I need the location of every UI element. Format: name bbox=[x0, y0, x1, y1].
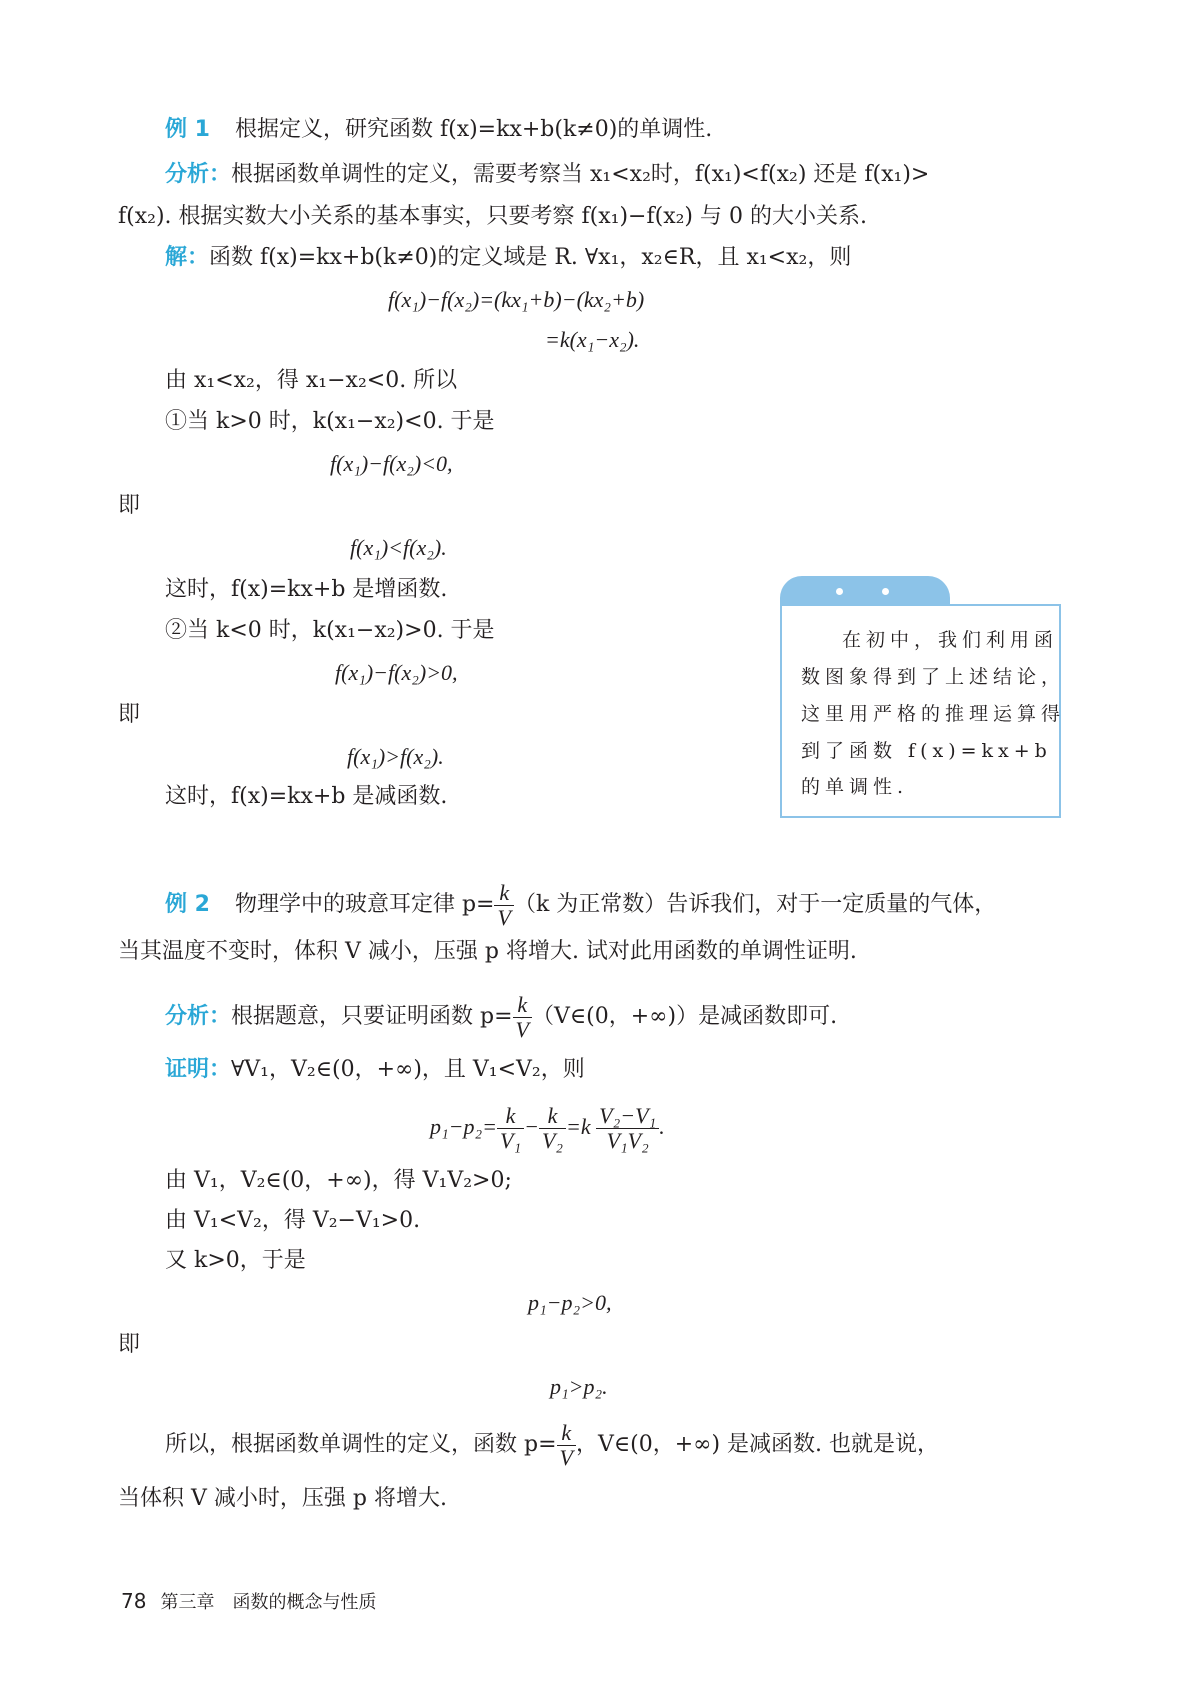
proof-line-d: 又 k>0，于是 bbox=[165, 1248, 306, 1273]
example-1-title: 根据定义，研究函数 f(x)=kx+b(k≠0)的单调性. bbox=[234, 117, 713, 142]
side-note bbox=[780, 604, 1066, 818]
example-1-label: 例 1 bbox=[165, 117, 210, 142]
example-2-title-post: （k 为正常数）告诉我们，对于一定质量的气体， bbox=[513, 892, 997, 917]
side-note-tab bbox=[780, 576, 950, 606]
fraction-k-over-v: $\frac{k}{V}$ bbox=[494, 881, 513, 930]
note-line-2: 数图象得到了上述结论， bbox=[801, 666, 1066, 688]
conclusion-line bbox=[165, 1418, 939, 1472]
conclusion-line-2: 当体积 V 减小时，压强 p 将增大. bbox=[118, 1486, 447, 1511]
example-1-solution bbox=[165, 243, 851, 273]
analysis-text-1: 根据函数单调性的定义，需要考察当 x₁<x₂时，f(x₁)<f(x₂) 还是 f(x₁)> bbox=[231, 162, 930, 187]
proof-label: 证明： bbox=[165, 1057, 232, 1082]
fraction-k-over-v2: $\frac{k}{\text{V₂}}$ bbox=[539, 1104, 566, 1153]
note-line-4: 到了函数 f(x)=kx+b bbox=[801, 740, 1052, 762]
example-2-proof bbox=[165, 1055, 585, 1085]
case-2-equation-1: f(x₁)−f(x₂)>0, bbox=[335, 660, 458, 685]
example-2-label: 例 2 bbox=[165, 892, 210, 917]
proof-equation-4: p₁>p₂. bbox=[550, 1374, 608, 1399]
fraction-k-over-v: $\frac{k}{V}$ bbox=[557, 1421, 576, 1470]
ji-label-1: 即 bbox=[118, 493, 141, 518]
case-1-equation-2: f(x₁)<f(x₂). bbox=[350, 535, 447, 560]
case-1-equation-1: f(x₁)−f(x₂)<0, bbox=[330, 451, 453, 476]
proof-text-1: ∀V₁，V₂∈(0，+∞)，且 V₁<V₂，则 bbox=[231, 1057, 585, 1082]
example-2-analysis bbox=[165, 990, 837, 1044]
example-1-heading bbox=[165, 115, 712, 145]
page-footer bbox=[121, 1588, 376, 1614]
ji-label-2: 即 bbox=[118, 702, 141, 727]
fraction-difference: $\frac{\text{V₂−V₁}}{\text{V₁V₂}}$ bbox=[596, 1104, 659, 1153]
solution-text-1: 函数 f(x)=kx+b(k≠0)的定义域是 R. ∀x₁，x₂∈R，且 x₁<x₂，则 bbox=[209, 245, 852, 270]
solution-label: 解： bbox=[165, 245, 210, 270]
example-2-title-pre: 物理学中的玻意耳定律 p= bbox=[234, 892, 495, 917]
proof-equation-1: p₁−p₂= $\frac{k}{\text{V₁}}$ − $\frac{k}{\text{V₂}}$ =k $\frac{\text{V₂−V₁}}{\text{V₁V₂}}$ . bbox=[430, 1103, 665, 1154]
analysis-text-2: f(x₂). 根据实数大小关系的基本事实，只要考察 f(x₁)−f(x₂) 与 0 的大小关系. bbox=[118, 204, 867, 229]
case-1-line: ①当 k>0 时，k(x₁−x₂)<0. 于是 bbox=[165, 409, 495, 434]
case-2-equation-2: f(x₁)>f(x₂). bbox=[347, 744, 444, 769]
proof-line-b: 由 V₁，V₂∈(0，+∞)，得 V₁V₂>0; bbox=[165, 1168, 512, 1193]
note-line-5: 的单调性. bbox=[801, 776, 909, 798]
example-2-heading bbox=[165, 878, 996, 932]
equation-1: f(x₁)−f(x₂)=(kx₁+b)−(kx₂+b) bbox=[388, 287, 645, 312]
fraction-k-over-v: $\frac{k}{V}$ bbox=[513, 993, 532, 1042]
conclusion-pre: 所以，根据函数单调性的定义，函数 p= bbox=[165, 1432, 557, 1457]
case-2-line: ②当 k<0 时，k(x₁−x₂)>0. 于是 bbox=[165, 618, 495, 643]
equation-2: =k(x₁−x₂). bbox=[545, 327, 640, 352]
case-2-conclusion: 这时，f(x)=kx+b 是减函数. bbox=[165, 784, 448, 809]
analysis-2-pre: 根据题意，只要证明函数 p= bbox=[231, 1004, 513, 1029]
analysis-2-post: （V∈(0，+∞)）是减函数即可. bbox=[531, 1004, 838, 1029]
proof-line-c: 由 V₁<V₂，得 V₂−V₁>0. bbox=[165, 1208, 421, 1233]
case-1-conclusion: 这时，f(x)=kx+b 是增函数. bbox=[165, 577, 448, 602]
note-line-3: 这里用严格的推理运算得 bbox=[801, 703, 1066, 725]
deduction-line: 由 x₁<x₂，得 x₁−x₂<0. 所以 bbox=[165, 368, 458, 393]
note-line-1: 在初中，我们利用函 bbox=[842, 629, 1059, 651]
conclusion-post: ，V∈(0，+∞) 是减函数. 也就是说， bbox=[575, 1432, 940, 1457]
fraction-k-over-v1: $\frac{k}{\text{V₁}}$ bbox=[497, 1104, 524, 1153]
note-dot-icon bbox=[882, 588, 889, 595]
analysis-label-2: 分析： bbox=[165, 1004, 232, 1029]
chapter-label: 第三章 bbox=[160, 1592, 215, 1613]
proof-equation-3: p₁−p₂>0, bbox=[528, 1290, 612, 1315]
page-number: 78 bbox=[121, 1589, 147, 1613]
example-1-analysis bbox=[165, 160, 929, 190]
note-dot-icon bbox=[836, 588, 843, 595]
analysis-label: 分析： bbox=[165, 162, 232, 187]
ji-label-3: 即 bbox=[118, 1332, 141, 1357]
chapter-title: 函数的概念与性质 bbox=[232, 1592, 377, 1613]
example-2-title-2: 当其温度不变时，体积 V 减小，压强 p 将增大. 试对此用函数的单调性证明. bbox=[118, 939, 857, 964]
